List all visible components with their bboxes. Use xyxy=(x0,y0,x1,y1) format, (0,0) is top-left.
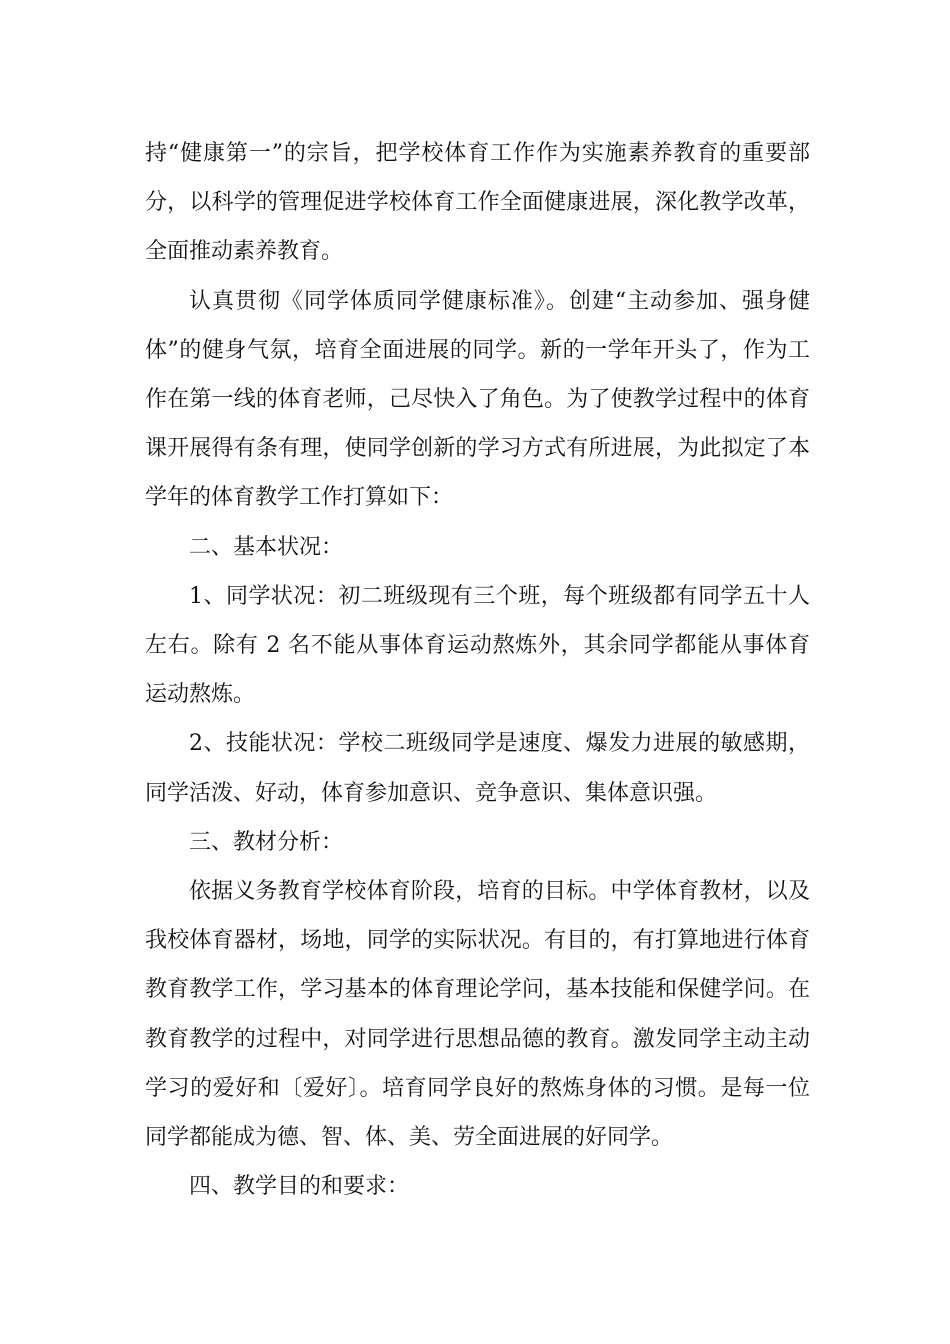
section-heading-basic-situation: 二、基本状况： xyxy=(189,534,344,560)
paragraph-standard: 认真贯彻《同学体质同学健康标准》。创建“主动参加、强身健体”的健身气氛，培育全面进展的同学。新的一学年开头了，作为工作在第一线的体育老师，己尽快入了角色。为了使教学过程中的体育课开展得有条有理，使同学创新的学习方式有所进展，为此拟定了本学年的体育教学工作打算如下： xyxy=(145,288,810,511)
section-heading-teaching-goals: 四、教学目的和要求： xyxy=(189,1174,410,1200)
document-body xyxy=(145,129,810,1211)
section-heading-material-analysis: 三、教材分析： xyxy=(189,829,344,855)
paragraph-intro: 持“健康第一”的宗旨，把学校体育工作作为实施素养教育的重要部分，以科学的管理促进学校体育工作全面健康进展，深化教学改革，全面推动素养教育。 xyxy=(145,141,810,265)
paragraph-skill-situation: 2、技能状况：学校二班级同学是速度、爆发力进展的敏感期，同学活泼、好动，体育参加意识、竞争意识、集体意识强。 xyxy=(145,731,810,806)
paragraph-student-situation: 1、同学状况：初二班级现有三个班，每个班级都有同学五十人左右。除有 2 名不能从事体育运动熬炼外，其余同学都能从事体育运动熬炼。 xyxy=(145,583,810,708)
paragraph-material-analysis: 依据义务教育学校体育阶段，培育的目标。中学体育教材，以及我校体育器材，场地，同学的实际状况。有目的，有打算地进行体育教育教学工作，学习基本的体育理论学问，基本技能和保健学问。在教育教学的过程中，对同学进行思想品德的教育。激发同学主动主动学习的爱好和〔爱好〕。培育同学良好的熬炼身体的习惯。是每一位同学都能成为德、智、体、美、劳全面进展的好同学。 xyxy=(145,879,810,1151)
